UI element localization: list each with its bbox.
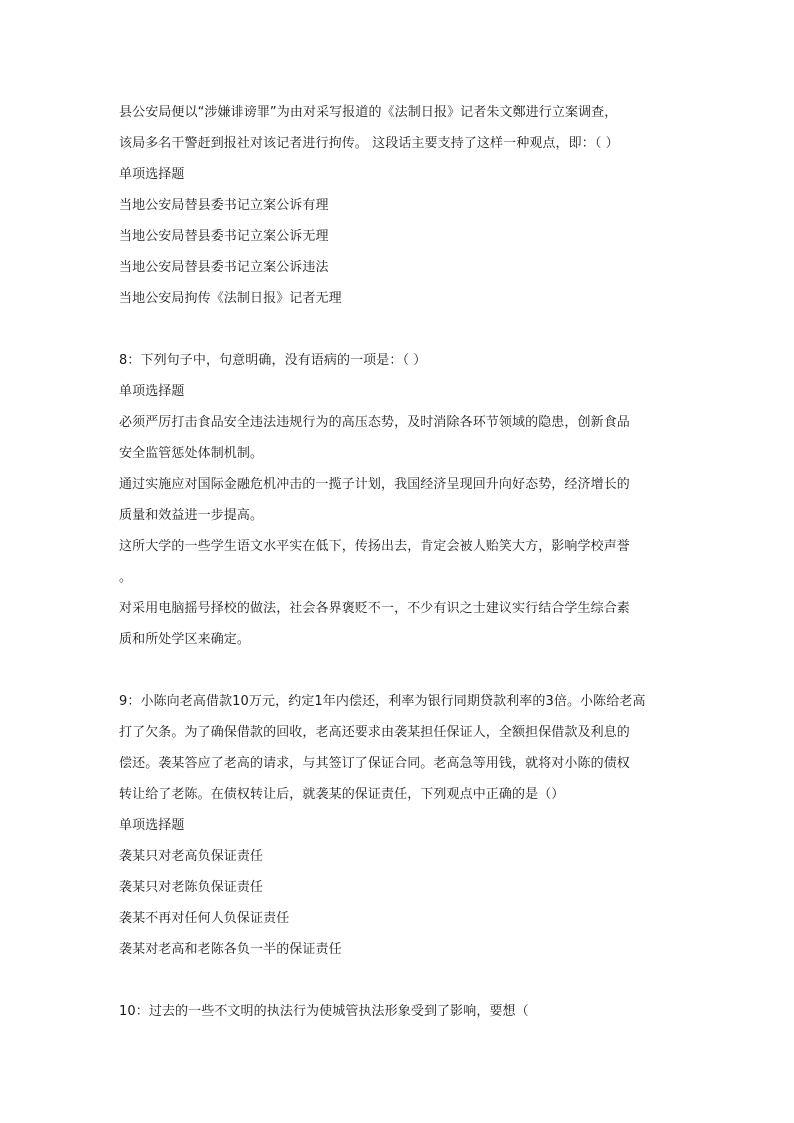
question-stem-line: 8：下列句子中，句意明确，没有语病的一项是：（ ）	[119, 353, 427, 368]
answer-option-line: 质和所处学区来确定。	[119, 632, 251, 647]
answer-option: 当地公安局替县委书记立案公诉有理	[119, 198, 329, 213]
document-page	[119, 97, 679, 1027]
spacer	[119, 655, 679, 686]
question-9	[119, 686, 679, 965]
spacer	[119, 314, 679, 345]
answer-option: 袭某对老高和老陈各负一半的保证责任	[119, 942, 342, 957]
question-type-label: 单项选择题	[119, 167, 185, 182]
answer-option-line: 必须严厉打击食品安全违法违规行为的高压态势，及时消除各环节领域的隐患，创新食品	[119, 415, 630, 430]
question-type-label: 单项选择题	[119, 818, 185, 833]
question-stem-line: 打了欠条。为了确保借款的回收，老高还要求由袭某担任保证人，全额担保借款及利息的	[119, 725, 630, 740]
answer-option: 袭某只对老高负保证责任	[119, 849, 264, 864]
answer-option-line: 通过实施应对国际金融危机冲击的一揽子计划，我国经济呈现回升向好态势，经济增长的	[119, 477, 630, 492]
question-type-label: 单项选择题	[119, 384, 185, 399]
spacer	[119, 965, 679, 996]
question-7	[119, 97, 679, 314]
answer-option-line: 。	[119, 570, 133, 585]
question-stem-line: 偿还。袭某答应了老高的请求，与其签订了保证合同。老高急等用钱，就将对小陈的债权	[119, 756, 630, 771]
question-stem-line: 9：小陈向老高借款10万元，约定1年内偿还，利率为银行同期贷款利率的3倍。小陈给老高	[119, 694, 646, 709]
answer-option: 当地公安局替县委书记立案公诉违法	[119, 260, 329, 275]
answer-option: 袭某不再对任何人负保证责任	[119, 911, 290, 926]
answer-option-line: 对采用电脑摇号择校的做法，社会各界褒贬不一，不少有识之士建议实行结合学生综合素	[119, 601, 630, 616]
question-10	[119, 996, 679, 1027]
answer-option: 当地公安局替县委书记立案公诉无理	[119, 229, 329, 244]
answer-option: 当地公安局拘传《法制日报》记者无理	[119, 291, 342, 306]
question-stem-line: 转让给了老陈。在债权转让后，就袭某的保证责任，下列观点中正确的是（）	[119, 787, 565, 802]
question-stem-line: 该局多名干警赶到报社对该记者进行拘传。 这段话主要支持了这样一种观点，即：（ ）	[119, 136, 619, 151]
answer-option: 袭某只对老陈负保证责任	[119, 880, 264, 895]
answer-option-line: 这所大学的一些学生语文水平实在低下，传扬出去，肯定会被人贻笑大方，影响学校声誉	[119, 539, 630, 554]
answer-option-line: 安全监管惩处体制机制。	[119, 446, 264, 461]
answer-option-line: 质量和效益进一步提高。	[119, 508, 264, 523]
question-8	[119, 345, 679, 655]
question-stem-line: 县公安局便以“涉嫌诽谤罪”为由对采写报道的《法制日报》记者朱文鄭进行立案调查，	[119, 105, 618, 120]
question-stem-line: 10：过去的一些不文明的执法行为使城管执法形象受到了影响，要想（	[119, 1004, 529, 1019]
